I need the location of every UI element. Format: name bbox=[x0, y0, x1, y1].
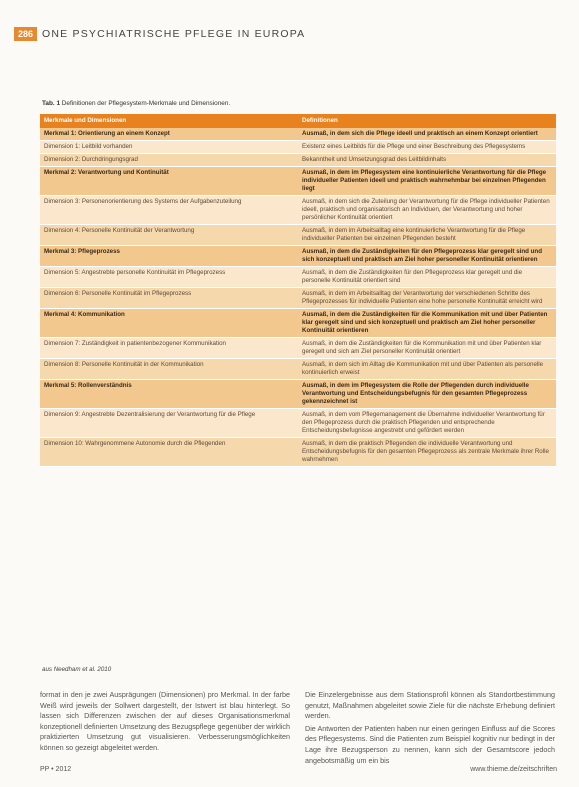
cell-label: Dimension 2: Durchdringungsgrad bbox=[40, 154, 298, 167]
table-caption-label: Tab. 1 bbox=[42, 100, 60, 107]
section-title: ONE PSYCHIATRISCHE PFLEGE IN EUROPA bbox=[42, 28, 306, 40]
cell-definition: Ausmaß, in dem im Arbeitsalltag der Verantwortung der verschiedenen Schritte des Pflegeprozesses für individuelle Patienten eine hohe personelle Kontinuität erreicht wird bbox=[298, 288, 556, 309]
cell-label: Dimension 3: Personenorientierung des Systems der Aufgabenzuteilung bbox=[40, 196, 298, 225]
footer-url: www.thieme.de/zeitschriften bbox=[470, 766, 557, 773]
cell-label: Dimension 10: Wahrgenommene Autonomie durch die Pflegenden bbox=[40, 438, 298, 467]
cell-definition: Bekanntheit und Umsetzungsgrad des Leitbildinhalts bbox=[298, 154, 556, 167]
cell-label: Merkmal 4: Kommunikation bbox=[40, 309, 298, 338]
table-row-dimension bbox=[40, 141, 556, 154]
table-row-dimension bbox=[40, 438, 556, 467]
page-header bbox=[14, 26, 305, 42]
body-column-right bbox=[305, 690, 555, 768]
cell-label: Dimension 7: Zuständigkeit in patientenbezogener Kommunikation bbox=[40, 338, 298, 359]
table-header-row bbox=[40, 114, 556, 128]
table-row-dimension bbox=[40, 409, 556, 438]
cell-label: Dimension 6: Personelle Kontinuität im Pflegeprozess bbox=[40, 288, 298, 309]
table-source: aus Needham et al. 2010 bbox=[42, 666, 112, 673]
table-row-dimension bbox=[40, 288, 556, 309]
body-paragraph: Die Antworten der Patienten haben nur einen geringen Einfluss auf die Scores des Pflegesystems. Sind die Patienten zum Beispiel kognitiv nur bedingt in der Lage ihre Bezugsperson zu nennen, kann sich der Gesamtscore jedoch angebotsmäßig um ein bis bbox=[305, 723, 555, 765]
cell-definition: Ausmaß, in dem sich im Alltag die Kommunikation mit und über Patienten als personelle kontinuierlich erweist bbox=[298, 359, 556, 380]
cell-definition: Ausmaß, in dem die Zuständigkeiten für den Pflegeprozess klar geregelt und die personelle Kontinuität orientiert sind bbox=[298, 267, 556, 288]
cell-definition: Ausmaß, in dem im Pflegesystem die Rolle der Pflegenden durch individuelle Verantwortung und Entscheidungsbefugnis für den gesamten Pflegeprozess gekennzeichnet ist bbox=[298, 380, 556, 409]
table-row-merkmal bbox=[40, 246, 556, 267]
cell-definition: Ausmaß, in dem sich die Pflege ideell und praktisch an einem Konzept orientiert bbox=[298, 128, 556, 141]
table-caption bbox=[42, 100, 230, 107]
cell-definition: Ausmaß, in dem vom Pflegemanagement die Übernahme individueller Verantwortung für den Pflegeprozess durch die praktisch Pflegenden und entsprechende Entscheidungsbefugnisse angestrebt und gefördert werden bbox=[298, 409, 556, 438]
cell-label: Dimension 9: Angestrebte Dezentralisierung der Verantwortung für die Pflege bbox=[40, 409, 298, 438]
definitions-table bbox=[40, 114, 556, 467]
table-body bbox=[40, 128, 556, 467]
footer-journal: PP • 2012 bbox=[40, 766, 72, 773]
table-row-dimension bbox=[40, 196, 556, 225]
body-paragraph: format in den je zwei Ausprägungen (Dimensionen) pro Merkmal. In der farbe Weiß wird jeweils der Sollwert dargestellt, der Istwert ist blau hinterlegt. So lassen sich Differenzen zwischen der auf dieses Organisationsmerkmal konzeptionell definierten Umsetzung des Bezugspflege gegenüber der wirklich praktizierten Umsetzung gut visualisieren. Verbesserungsmöglichkeiten können so gezeigt abgeleitet werden. bbox=[40, 690, 290, 752]
column-header-merkmale: Merkmale und Dimensionen bbox=[40, 114, 298, 128]
cell-definition: Ausmaß, in dem sich die Zuteilung der Verantwortung für die Pflege individueller Patienten ideell, praktisch und organisatorisch an Individuen, der Verantwortung und hoher persönlicher Kontinuität orientiert bbox=[298, 196, 556, 225]
cell-label: Dimension 5: Angestrebte personelle Kontinuität im Pflegeprozess bbox=[40, 267, 298, 288]
table-row-dimension bbox=[40, 359, 556, 380]
cell-definition: Ausmaß, in dem die Zuständigkeiten für die Kommunikation mit und über Patienten klar geregelt sind und sich konzeptuell und praktisch am Ziel hoher personeller Kontinuität orientieren bbox=[298, 309, 556, 338]
page-number: 286 bbox=[14, 27, 37, 41]
cell-label: Dimension 1: Leitbild vorhanden bbox=[40, 141, 298, 154]
table-row-merkmal bbox=[40, 128, 556, 141]
cell-label: Dimension 8: Personelle Kontinuität in der Kommunikation bbox=[40, 359, 298, 380]
table-row-merkmal bbox=[40, 309, 556, 338]
table-row-merkmal bbox=[40, 167, 556, 196]
cell-label: Dimension 4: Personelle Kontinuität der Verantwortung bbox=[40, 225, 298, 246]
cell-definition: Ausmaß, in dem im Arbeitsalltag eine kontinuierliche Verantwortung für die Pflege individueller Patienten bei einzelnen Pflegenden besteht bbox=[298, 225, 556, 246]
body-column-left bbox=[40, 690, 290, 756]
table-row-dimension bbox=[40, 338, 556, 359]
cell-definition: Ausmaß, in dem im Pflegesystem eine kontinuierliche Verantwortung für die Pflege individueller Patienten ideell und praktisch wahrnehmbar bei einzelnen Pflegenden liegt bbox=[298, 167, 556, 196]
cell-definition: Ausmaß, in dem die praktisch Pflegenden die individuelle Verantwortung und Entscheidungsbefugnis für den gesamten Pflegeprozess als zentrale Merkmale ihrer Rolle wahrnehmen bbox=[298, 438, 556, 467]
cell-definition: Existenz eines Leitbilds für die Pflege und einer Beschreibung des Pflegesystems bbox=[298, 141, 556, 154]
cell-definition: Ausmaß, in dem die Zuständigkeiten für die Kommunikation mit und über Patienten klar geregelt und sich am Ziel personeller Kontinuität orientiert bbox=[298, 338, 556, 359]
cell-label: Merkmal 3: Pflegeprozess bbox=[40, 246, 298, 267]
table-row-dimension bbox=[40, 267, 556, 288]
cell-definition: Ausmaß, in dem die Zuständigkeiten für den Pflegeprozess klar geregelt sind und sich konzeptuell und praktisch am Ziel hoher personeller Kontinuität orientieren bbox=[298, 246, 556, 267]
body-paragraph: Die Einzelergebnisse aus dem Stationsprofil können als Standortbestimmung genutzt, Maßnahmen abgeleitet sowie Ziele für die nächste Erhebung definiert werden. bbox=[305, 690, 555, 721]
table-row-dimension bbox=[40, 225, 556, 246]
table-caption-text: Definitionen der Pflegesystem-Merkmale und Dimensionen. bbox=[61, 100, 231, 107]
cell-label: Merkmal 5: Rollenverständnis bbox=[40, 380, 298, 409]
table-row-dimension bbox=[40, 154, 556, 167]
cell-label: Merkmal 1: Orientierung an einem Konzept bbox=[40, 128, 298, 141]
column-header-definitionen: Definitionen bbox=[298, 114, 556, 128]
table-row-merkmal bbox=[40, 380, 556, 409]
cell-label: Merkmal 2: Verantwortung und Kontinuität bbox=[40, 167, 298, 196]
